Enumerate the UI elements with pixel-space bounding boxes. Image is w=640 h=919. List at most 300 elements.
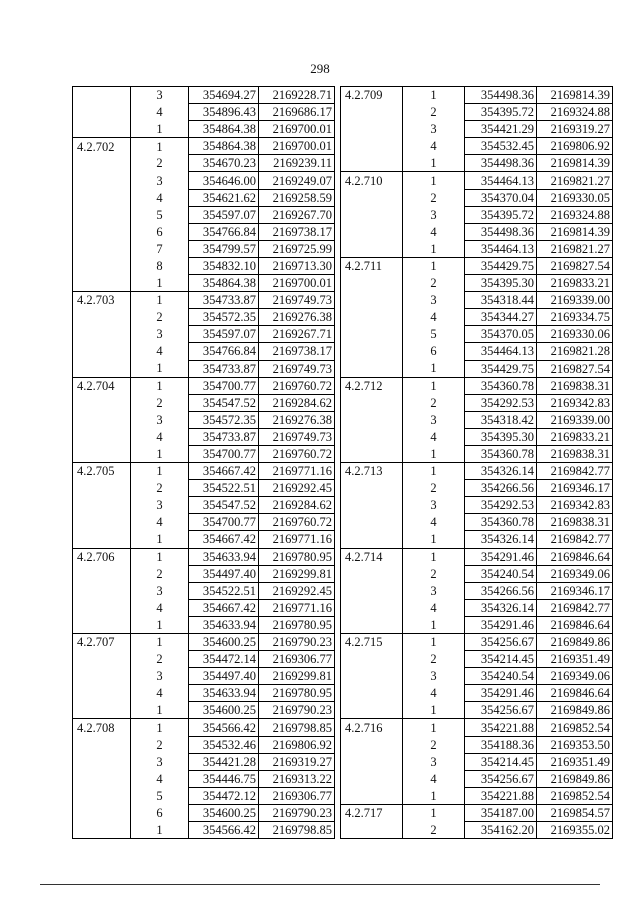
table-row <box>73 736 335 753</box>
x-coordinate-cell: 354766.84 <box>189 343 259 360</box>
x-coordinate-cell: 354667.42 <box>189 463 259 480</box>
table-row <box>341 463 613 480</box>
y-coordinate-cell: 2169292.45 <box>259 480 335 497</box>
point-number-cell: 2 <box>430 652 437 667</box>
section-number-cell: 4.2.709 <box>341 87 403 104</box>
section-number-cell <box>73 480 131 497</box>
y-coordinate-cell: 2169267.71 <box>259 326 335 343</box>
x-coordinate-cell: 354187.00 <box>465 804 537 821</box>
y-coordinate-cell: 2169760.72 <box>259 514 335 531</box>
y-coordinate-cell: 2169771.16 <box>259 463 335 480</box>
x-coordinate-cell: 354733.87 <box>189 428 259 445</box>
x-coordinate-cell: 354360.78 <box>465 445 537 462</box>
point-number-cell: 4 <box>156 344 163 359</box>
x-coordinate-cell: 354326.14 <box>465 599 537 616</box>
y-coordinate-cell: 2169842.77 <box>537 463 613 480</box>
point-number-cell: 6 <box>430 344 437 359</box>
section-number-cell <box>73 326 131 343</box>
x-coordinate-cell: 354291.46 <box>465 548 537 565</box>
x-coordinate-cell: 354547.52 <box>189 394 259 411</box>
table-row <box>341 531 613 548</box>
table-row <box>341 616 613 633</box>
x-coordinate-cell: 354498.36 <box>465 87 537 104</box>
table-row <box>341 360 613 377</box>
section-number-cell <box>341 480 403 497</box>
point-number-cell: 1 <box>430 156 437 171</box>
point-number-cell: 1 <box>430 532 437 547</box>
y-coordinate-cell: 2169353.50 <box>537 736 613 753</box>
y-coordinate-cell: 2169292.45 <box>259 582 335 599</box>
point-number-cell: 1 <box>403 377 465 394</box>
point-number-cell: 1 <box>403 172 465 189</box>
y-coordinate-cell: 2169738.17 <box>259 223 335 240</box>
table-row <box>73 548 335 565</box>
y-coordinate-cell: 2169339.00 <box>537 411 613 428</box>
point-number-cell: 4 <box>430 224 437 239</box>
table-row <box>73 292 335 309</box>
x-coordinate-cell: 354700.77 <box>189 445 259 462</box>
x-coordinate-cell: 354621.62 <box>189 189 259 206</box>
x-coordinate-cell: 354240.54 <box>465 565 537 582</box>
x-coordinate-cell: 354464.13 <box>465 343 537 360</box>
section-number-cell: 4.2.702 <box>73 138 131 155</box>
section-number-cell <box>73 309 131 326</box>
section-number-cell <box>341 651 403 668</box>
point-number-cell: 2 <box>430 190 437 205</box>
section-number-cell <box>73 514 131 531</box>
point-number-cell: 1 <box>131 548 189 565</box>
point-number-cell: 3 <box>430 583 437 598</box>
y-coordinate-cell: 2169780.95 <box>259 685 335 702</box>
section-number-cell <box>73 343 131 360</box>
section-number-cell <box>73 428 131 445</box>
x-coordinate-cell: 354566.42 <box>189 719 259 736</box>
section-number-cell: 4.2.703 <box>73 292 131 309</box>
table-row <box>341 702 613 719</box>
y-coordinate-cell: 2169846.64 <box>537 685 613 702</box>
y-coordinate-cell: 2169725.99 <box>259 240 335 257</box>
section-number-cell: 4.2.705 <box>73 463 131 480</box>
x-coordinate-cell: 354522.51 <box>189 480 259 497</box>
section-number-cell <box>341 770 403 787</box>
point-number-cell: 1 <box>131 377 189 394</box>
point-number-cell: 3 <box>156 173 163 188</box>
x-coordinate-cell: 354214.45 <box>465 651 537 668</box>
point-number-cell: 1 <box>131 822 189 839</box>
section-number-cell <box>73 531 131 548</box>
table-row <box>73 616 335 633</box>
y-coordinate-cell: 2169846.64 <box>537 616 613 633</box>
point-number-cell: 4 <box>430 771 437 786</box>
x-coordinate-cell: 354370.05 <box>465 326 537 343</box>
section-number-cell <box>73 685 131 702</box>
x-coordinate-cell: 354266.56 <box>465 480 537 497</box>
x-coordinate-cell: 354896.43 <box>189 104 259 121</box>
table-row <box>73 275 335 292</box>
section-number-cell <box>73 394 131 411</box>
section-number-cell <box>73 565 131 582</box>
section-number-cell <box>73 360 131 377</box>
y-coordinate-cell: 2169276.38 <box>259 411 335 428</box>
section-number-cell <box>73 445 131 462</box>
y-coordinate-cell: 2169330.05 <box>537 189 613 206</box>
section-number-cell: 4.2.704 <box>73 377 131 394</box>
x-coordinate-cell: 354429.75 <box>465 257 537 274</box>
x-coordinate-cell: 354633.94 <box>189 548 259 565</box>
y-coordinate-cell: 2169686.17 <box>259 104 335 121</box>
section-number-cell <box>341 822 403 839</box>
x-coordinate-cell: 354864.38 <box>189 138 259 155</box>
table-row <box>73 668 335 685</box>
section-number-cell <box>73 87 131 104</box>
section-number-cell <box>73 804 131 821</box>
section-number-cell: 4.2.712 <box>341 377 403 394</box>
y-coordinate-cell: 2169827.54 <box>537 257 613 274</box>
section-number-cell <box>341 428 403 445</box>
point-number-cell: 1 <box>403 804 465 821</box>
section-number-cell <box>73 616 131 633</box>
table-row <box>73 257 335 274</box>
section-number-cell <box>341 138 403 155</box>
y-coordinate-cell: 2169334.75 <box>537 309 613 326</box>
table-row <box>73 514 335 531</box>
table-row <box>341 822 613 839</box>
section-number-cell <box>73 189 131 206</box>
point-number-cell: 1 <box>430 241 437 256</box>
y-coordinate-cell: 2169284.62 <box>259 394 335 411</box>
section-number-cell <box>73 240 131 257</box>
point-number-cell: 2 <box>430 566 437 581</box>
section-number-cell: 4.2.713 <box>341 463 403 480</box>
page-number: 298 <box>310 61 330 76</box>
point-number-cell: 1 <box>403 548 465 565</box>
y-coordinate-cell: 2169842.77 <box>537 531 613 548</box>
section-number-cell <box>341 445 403 462</box>
table-row <box>73 240 335 257</box>
point-number-cell: 3 <box>131 87 189 104</box>
y-coordinate-cell: 2169346.17 <box>537 582 613 599</box>
x-coordinate-cell: 354162.20 <box>465 822 537 839</box>
x-coordinate-cell: 354472.14 <box>189 651 259 668</box>
x-coordinate-cell: 354566.42 <box>189 822 259 839</box>
point-number-cell: 5 <box>430 327 437 342</box>
x-coordinate-cell: 354497.40 <box>189 565 259 582</box>
section-number-cell <box>73 257 131 274</box>
table-row <box>341 480 613 497</box>
section-number-cell <box>73 121 131 138</box>
x-coordinate-cell: 354256.67 <box>465 770 537 787</box>
section-number-cell <box>341 787 403 804</box>
y-coordinate-cell: 2169790.23 <box>259 634 335 651</box>
y-coordinate-cell: 2169324.88 <box>537 104 613 121</box>
y-coordinate-cell: 2169276.38 <box>259 309 335 326</box>
x-coordinate-cell: 354667.42 <box>189 531 259 548</box>
table-row <box>341 428 613 445</box>
x-coordinate-cell: 354522.51 <box>189 582 259 599</box>
x-coordinate-cell: 354498.36 <box>465 223 537 240</box>
y-coordinate-cell: 2169267.70 <box>259 206 335 223</box>
x-coordinate-cell: 354464.13 <box>465 172 537 189</box>
point-number-cell: 2 <box>430 481 437 496</box>
y-coordinate-cell: 2169852.54 <box>537 719 613 736</box>
coordinates-table-right <box>340 86 613 839</box>
y-coordinate-cell: 2169346.17 <box>537 480 613 497</box>
table-row <box>341 599 613 616</box>
y-coordinate-cell: 2169306.77 <box>259 787 335 804</box>
table-row <box>341 497 613 514</box>
x-coordinate-cell: 354667.42 <box>189 599 259 616</box>
table-row <box>73 822 335 839</box>
table-row <box>341 634 613 651</box>
table-row <box>73 753 335 770</box>
section-number-cell: 4.2.706 <box>73 548 131 565</box>
point-number-cell: 7 <box>156 241 163 256</box>
y-coordinate-cell: 2169713.30 <box>259 257 335 274</box>
point-number-cell: 1 <box>430 617 437 632</box>
table-row <box>341 582 613 599</box>
x-coordinate-cell: 354766.84 <box>189 223 259 240</box>
table-row <box>73 155 335 172</box>
table-row <box>73 189 335 206</box>
table-row <box>341 394 613 411</box>
x-coordinate-cell: 354221.88 <box>465 787 537 804</box>
point-number-cell: 2 <box>403 822 465 839</box>
y-coordinate-cell: 2169833.21 <box>537 275 613 292</box>
point-number-cell: 4 <box>156 429 163 444</box>
table-row <box>73 360 335 377</box>
point-number-cell: 4 <box>430 686 437 701</box>
x-coordinate-cell: 354292.53 <box>465 497 537 514</box>
x-coordinate-cell: 354572.35 <box>189 411 259 428</box>
section-number-cell: 4.2.710 <box>341 172 403 189</box>
y-coordinate-cell: 2169780.95 <box>259 548 335 565</box>
y-coordinate-cell: 2169299.81 <box>259 668 335 685</box>
y-coordinate-cell: 2169351.49 <box>537 651 613 668</box>
section-number-cell <box>73 770 131 787</box>
section-number-cell: 4.2.711 <box>341 257 403 274</box>
point-number-cell: 1 <box>131 292 189 309</box>
y-coordinate-cell: 2169846.64 <box>537 548 613 565</box>
section-number-cell <box>73 206 131 223</box>
point-number-cell: 8 <box>156 258 163 273</box>
section-number-cell <box>341 497 403 514</box>
table-row <box>341 736 613 753</box>
table-row <box>73 343 335 360</box>
y-coordinate-cell: 2169738.17 <box>259 343 335 360</box>
x-coordinate-cell: 354291.46 <box>465 616 537 633</box>
section-number-cell <box>341 582 403 599</box>
x-coordinate-cell: 354864.38 <box>189 275 259 292</box>
table-row <box>341 138 613 155</box>
y-coordinate-cell: 2169299.81 <box>259 565 335 582</box>
y-coordinate-cell: 2169838.31 <box>537 377 613 394</box>
x-coordinate-cell: 354799.57 <box>189 240 259 257</box>
point-number-cell: 1 <box>131 719 189 736</box>
table-row <box>73 309 335 326</box>
x-coordinate-cell: 354221.88 <box>465 719 537 736</box>
y-coordinate-cell: 2169749.73 <box>259 428 335 445</box>
section-number-cell <box>341 736 403 753</box>
y-coordinate-cell: 2169319.27 <box>537 121 613 138</box>
table-row <box>73 651 335 668</box>
x-coordinate-cell: 354832.10 <box>189 257 259 274</box>
y-coordinate-cell: 2169749.73 <box>259 360 335 377</box>
point-number-cell: 2 <box>156 156 163 171</box>
point-number-cell: 4 <box>430 310 437 325</box>
section-number-cell <box>73 753 131 770</box>
y-coordinate-cell: 2169228.71 <box>259 87 335 104</box>
section-number-cell <box>341 531 403 548</box>
point-number-cell: 1 <box>430 361 437 376</box>
point-number-cell: 1 <box>403 634 465 651</box>
y-coordinate-cell: 2169284.62 <box>259 497 335 514</box>
point-number-cell: 2 <box>156 310 163 325</box>
section-number-cell <box>73 155 131 172</box>
y-coordinate-cell: 2169833.21 <box>537 428 613 445</box>
point-number-cell: 1 <box>403 463 465 480</box>
table-row <box>73 565 335 582</box>
x-coordinate-cell: 354497.40 <box>189 668 259 685</box>
point-number-cell: 1 <box>403 87 465 104</box>
x-coordinate-cell: 354326.14 <box>465 531 537 548</box>
x-coordinate-cell: 354256.67 <box>465 702 537 719</box>
section-number-cell: 4.2.708 <box>73 719 131 736</box>
table-row <box>73 172 335 189</box>
table-row <box>73 719 335 736</box>
section-number-cell <box>341 565 403 582</box>
coordinates-table-left <box>72 86 335 839</box>
y-coordinate-cell: 2169821.28 <box>537 343 613 360</box>
x-coordinate-cell: 354291.46 <box>465 685 537 702</box>
table-row <box>73 685 335 702</box>
x-coordinate-cell: 354395.30 <box>465 275 537 292</box>
point-number-cell: 1 <box>156 361 163 376</box>
table-row <box>73 121 335 138</box>
point-number-cell: 1 <box>131 634 189 651</box>
point-number-cell: 3 <box>156 669 163 684</box>
y-coordinate-cell: 2169771.16 <box>259 599 335 616</box>
y-coordinate-cell: 2169842.77 <box>537 599 613 616</box>
x-coordinate-cell: 354733.87 <box>189 292 259 309</box>
y-coordinate-cell: 2169849.86 <box>537 702 613 719</box>
x-coordinate-cell: 354600.25 <box>189 702 259 719</box>
table-row <box>341 121 613 138</box>
y-coordinate-cell: 2169760.72 <box>259 377 335 394</box>
section-number-cell <box>341 155 403 172</box>
point-number-cell: 4 <box>430 515 437 530</box>
table-row <box>341 275 613 292</box>
section-number-cell <box>73 702 131 719</box>
section-number-cell <box>341 326 403 343</box>
section-number-cell <box>73 736 131 753</box>
section-number-cell <box>341 343 403 360</box>
y-coordinate-cell: 2169798.85 <box>259 822 335 839</box>
x-coordinate-cell: 354446.75 <box>189 770 259 787</box>
point-number-cell: 6 <box>156 805 163 820</box>
table-row <box>341 565 613 582</box>
section-number-cell <box>73 668 131 685</box>
table-row <box>341 770 613 787</box>
table-row <box>73 411 335 428</box>
point-number-cell: 4 <box>430 600 437 615</box>
point-number-cell: 3 <box>430 207 437 222</box>
y-coordinate-cell: 2169760.72 <box>259 445 335 462</box>
point-number-cell: 1 <box>403 257 465 274</box>
x-coordinate-cell: 354421.29 <box>465 121 537 138</box>
table-row <box>73 770 335 787</box>
point-number-cell: 2 <box>156 481 163 496</box>
point-number-cell: 1 <box>156 121 163 136</box>
section-number-cell <box>73 104 131 121</box>
x-coordinate-cell: 354472.12 <box>189 787 259 804</box>
section-number-cell <box>341 668 403 685</box>
point-number-cell: 6 <box>156 224 163 239</box>
point-number-cell: 4 <box>156 515 163 530</box>
point-number-cell: 1 <box>156 532 163 547</box>
point-number-cell: 3 <box>156 412 163 427</box>
x-coordinate-cell: 354597.07 <box>189 326 259 343</box>
y-coordinate-cell: 2169313.22 <box>259 770 335 787</box>
section-number-cell <box>73 651 131 668</box>
x-coordinate-cell: 354318.42 <box>465 411 537 428</box>
point-number-cell: 2 <box>430 395 437 410</box>
y-coordinate-cell: 2169806.92 <box>259 736 335 753</box>
y-coordinate-cell: 2169827.54 <box>537 360 613 377</box>
y-coordinate-cell: 2169258.59 <box>259 189 335 206</box>
table-row <box>341 87 613 104</box>
table-row <box>73 804 335 821</box>
point-number-cell: 4 <box>430 139 437 154</box>
table-row <box>73 599 335 616</box>
x-coordinate-cell: 354464.13 <box>465 240 537 257</box>
point-number-cell: 1 <box>156 703 163 718</box>
section-number-cell: 4.2.717 <box>341 804 403 821</box>
point-number-cell: 3 <box>156 754 163 769</box>
point-number-cell: 1 <box>430 446 437 461</box>
section-number-cell <box>341 275 403 292</box>
table-row <box>73 463 335 480</box>
x-coordinate-cell: 354633.94 <box>189 616 259 633</box>
y-coordinate-cell: 2169700.01 <box>259 138 335 155</box>
table-row <box>341 804 613 821</box>
table-row <box>341 189 613 206</box>
y-coordinate-cell: 2169349.06 <box>537 565 613 582</box>
point-number-cell: 3 <box>430 669 437 684</box>
section-number-cell <box>341 616 403 633</box>
x-coordinate-cell: 354733.87 <box>189 360 259 377</box>
table-row <box>73 702 335 719</box>
point-number-cell: 5 <box>156 788 163 803</box>
table-row <box>341 343 613 360</box>
y-coordinate-cell: 2169249.07 <box>259 172 335 189</box>
y-coordinate-cell: 2169849.86 <box>537 770 613 787</box>
y-coordinate-cell: 2169306.77 <box>259 651 335 668</box>
x-coordinate-cell: 354240.54 <box>465 668 537 685</box>
y-coordinate-cell: 2169821.27 <box>537 240 613 257</box>
table-row <box>341 445 613 462</box>
x-coordinate-cell: 354370.04 <box>465 189 537 206</box>
section-number-cell <box>341 121 403 138</box>
table-row <box>341 309 613 326</box>
table-row <box>73 428 335 445</box>
table-row <box>341 514 613 531</box>
table-row <box>73 582 335 599</box>
y-coordinate-cell: 2169806.92 <box>537 138 613 155</box>
point-number-cell: 3 <box>156 327 163 342</box>
table-row <box>73 138 335 155</box>
table-row <box>341 651 613 668</box>
point-number-cell: 4 <box>156 600 163 615</box>
